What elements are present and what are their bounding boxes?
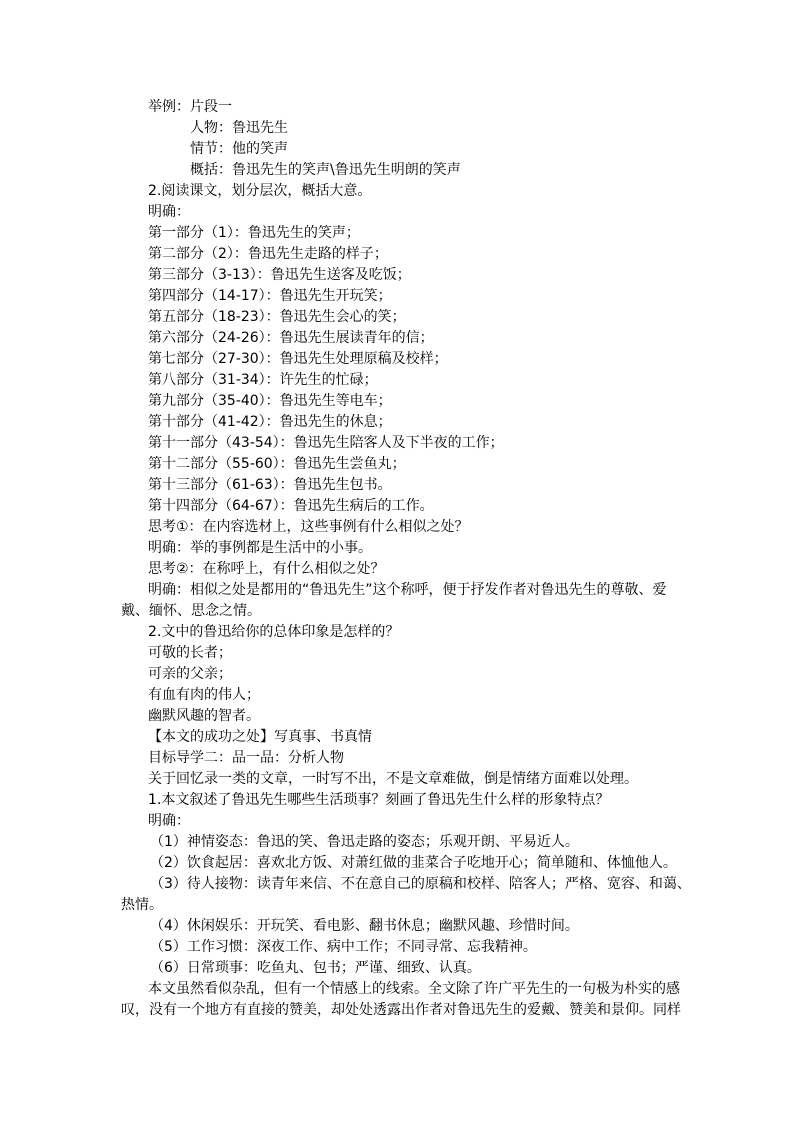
text-line: 思考①：在内容选材上，这些事例有什么相似之处？ xyxy=(148,519,469,535)
text-line: 人物：鲁迅先生 xyxy=(190,120,288,136)
text-line: 第二部分（2）：鲁迅先生走路的样子； xyxy=(148,246,388,262)
text-line: （4）休闲娱乐：开玩笑、看电影、翻书休息；幽默风趣、珍惜时间。 xyxy=(150,918,579,934)
text-line: 情节：他的笑声 xyxy=(190,141,288,157)
text-line: 可敬的长者； xyxy=(148,645,232,661)
text-line: （6）日常琐事：吃鱼丸、包书；严谨、细致、认真。 xyxy=(150,960,481,976)
text-line: 2.阅读课文，划分层次，概括大意。 xyxy=(148,183,372,199)
text-line: 第十一部分（43-54）：鲁迅先生陪客人及下半夜的工作； xyxy=(148,435,504,451)
text-line: 明确：相似之处是都用的“鲁迅先生”这个称呼，便于抒发作者对鲁迅先生的尊敬、爱 xyxy=(148,582,667,598)
text-line: （5）工作习惯：深夜工作、病中工作；不同寻常、忘我精神。 xyxy=(150,939,537,955)
text-line: 第七部分（27-30）：鲁迅先生处理原稿及校样； xyxy=(148,351,448,367)
text-line: 第十二部分（55-60）：鲁迅先生尝鱼丸； xyxy=(148,456,406,472)
text-line: 举例：片段一 xyxy=(148,99,232,115)
text-line: 第九部分（35-40）：鲁迅先生等电车； xyxy=(148,393,392,409)
text-line: 明确： xyxy=(148,204,190,220)
text-line: 第三部分（3-13）：鲁迅先生送客及吃饭； xyxy=(148,267,411,283)
text-line: 2.文中的鲁迅给你的总体印象是怎样的？ xyxy=(148,624,400,640)
text-line: 戴、缅怀、思念之情。 xyxy=(121,603,261,619)
text-line: 第四部分（14-17）：鲁迅先生开玩笑； xyxy=(148,288,392,304)
text-line: 概括：鲁迅先生的笑声\鲁迅先生明朗的笑声 xyxy=(190,162,461,178)
text-line: （3）待人接物：读青年来信、不在意自己的原稿和校样、陪客人；严格、宽容、和蔼、 xyxy=(150,876,691,892)
text-line: （2）饮食起居：喜欢北方饭、对萧红做的韭菜合子吃地开心；简单随和、体恤他人。 xyxy=(150,855,677,871)
text-line: 本文虽然看似杂乱，但有一个情感上的线索。全文除了许广平先生的一句极为朴实的感 xyxy=(148,981,680,997)
text-line: 第五部分（18-23）：鲁迅先生会心的笑； xyxy=(148,309,406,325)
text-line: 关于回忆录一类的文章，一时写不出，不是文章难做，倒是情绪方面难以处理。 xyxy=(148,771,638,787)
text-line: 【本文的成功之处】写真事、书真情 xyxy=(148,729,372,745)
text-line: 第八部分（31-34）：许先生的忙碌； xyxy=(148,372,378,388)
text-line: 可亲的父亲； xyxy=(148,666,232,682)
text-line: 明确： xyxy=(148,813,190,829)
text-line: 第一部分（1）：鲁迅先生的笑声； xyxy=(148,225,360,241)
text-line: 第六部分（24-26）：鲁迅先生展读青年的信； xyxy=(148,330,434,346)
text-line: （1）神情姿态：鲁迅的笑、鲁迅走路的姿态；乐观开朗、平易近人。 xyxy=(150,834,579,850)
text-line: 第十三部分（61-63）：鲁迅先生包书。 xyxy=(148,477,392,493)
text-line: 明确：举的事例都是生活中的小事。 xyxy=(148,540,372,556)
text-line: 热情。 xyxy=(121,897,163,913)
text-line: 1.本文叙述了鲁迅先生哪些生活琐事？刻画了鲁迅先生什么样的形象特点？ xyxy=(148,792,610,808)
text-line: 第十四部分（64-67）：鲁迅先生病后的工作。 xyxy=(148,498,434,514)
text-line: 第十部分（41-42）：鲁迅先生的休息； xyxy=(148,414,392,430)
text-line: 幽默风趣的智者。 xyxy=(148,708,260,724)
text-line: 目标导学二：品一品：分析人物 xyxy=(148,750,344,766)
text-line: 思考②：在称呼上，有什么相似之处？ xyxy=(148,561,385,577)
text-line: 叹，没有一个地方有直接的赞美，却处处透露出作者对鲁迅先生的爱戴、赞美和景仰。同样 xyxy=(121,1002,681,1018)
text-line: 有血有肉的伟人； xyxy=(148,687,260,703)
